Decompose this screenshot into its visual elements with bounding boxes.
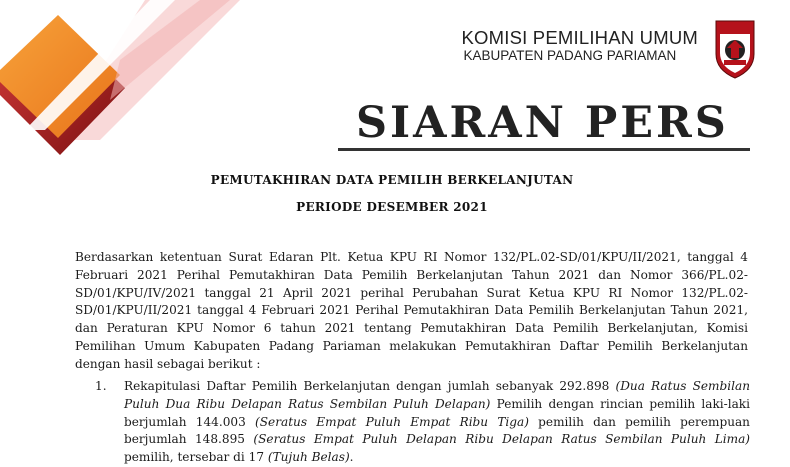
press-release-title: SIARAN PERS xyxy=(356,98,729,148)
organization-name: KOMISI PEMILIHAN UMUM xyxy=(461,27,698,48)
document-heading: PEMUTAKHIRAN DATA PEMILIH BERKELANJUTAN xyxy=(210,173,574,187)
corner-decoration xyxy=(0,0,240,170)
document-period: PERIODE DESEMBER 2021 xyxy=(296,200,488,214)
result-list xyxy=(95,378,750,467)
organization-subtitle: KABUPATEN PADANG PARIAMAN xyxy=(463,48,677,63)
kpu-logo-icon xyxy=(710,18,760,80)
list-number: 1. xyxy=(95,379,107,393)
intro-paragraph: Berdasarkan ketentuan Surat Edaran Plt. Ketua KPU RI Nomor 132/PL.02-SD/01/KPU/II/2021, tanggal 4 Februari 2021 Perihal Pemutakhiran Data Pemilih Berkelanjutan Tahun 2021 dan Nomor 366/PL.02-SD/01/KPU/IV/2021 tanggal 21 April 2021 perihal Perubahan Surat Ketua KPU RI Nomor 132/PL.02-SD/01/KPU/II/2021 tanggal 4 Februari 2021 Perihal Pemutakhiran Data Pemilih Berkelanjutan Tahun 2021, dan Peraturan KPU Nomor 6 tahun 2021 tentang Pemutakhiran Data Pemilih Berkelanjutan, Komisi Pemilihan Umum Kabupaten Padang Pariaman melakukan Pemutakhiran Daftar Pemilih Berkelanjutan dengan hasil sebagai berikut : xyxy=(75,250,748,371)
list-item: Rekapitulasi Daftar Pemilih Berkelanjutan dengan jumlah sebanyak 292.898 (Dua Ratus Sembilan Puluh Dua Ribu Delapan Ratus Sembilan Puluh Delapan) Pemilih dengan rincian pemilih laki-laki berjumlah 144.003 (Seratus Empat Puluh Empat Ribu Tiga) pemilih dan pemilih perempuan berjumlah 148.895 (Seratus Empat Puluh Delapan Ribu Delapan Ratus Sembilan Puluh Lima) pemilih, tersebar di 17 (Tujuh Belas). xyxy=(124,379,750,465)
title-divider xyxy=(338,148,750,151)
organization-header xyxy=(462,28,699,64)
